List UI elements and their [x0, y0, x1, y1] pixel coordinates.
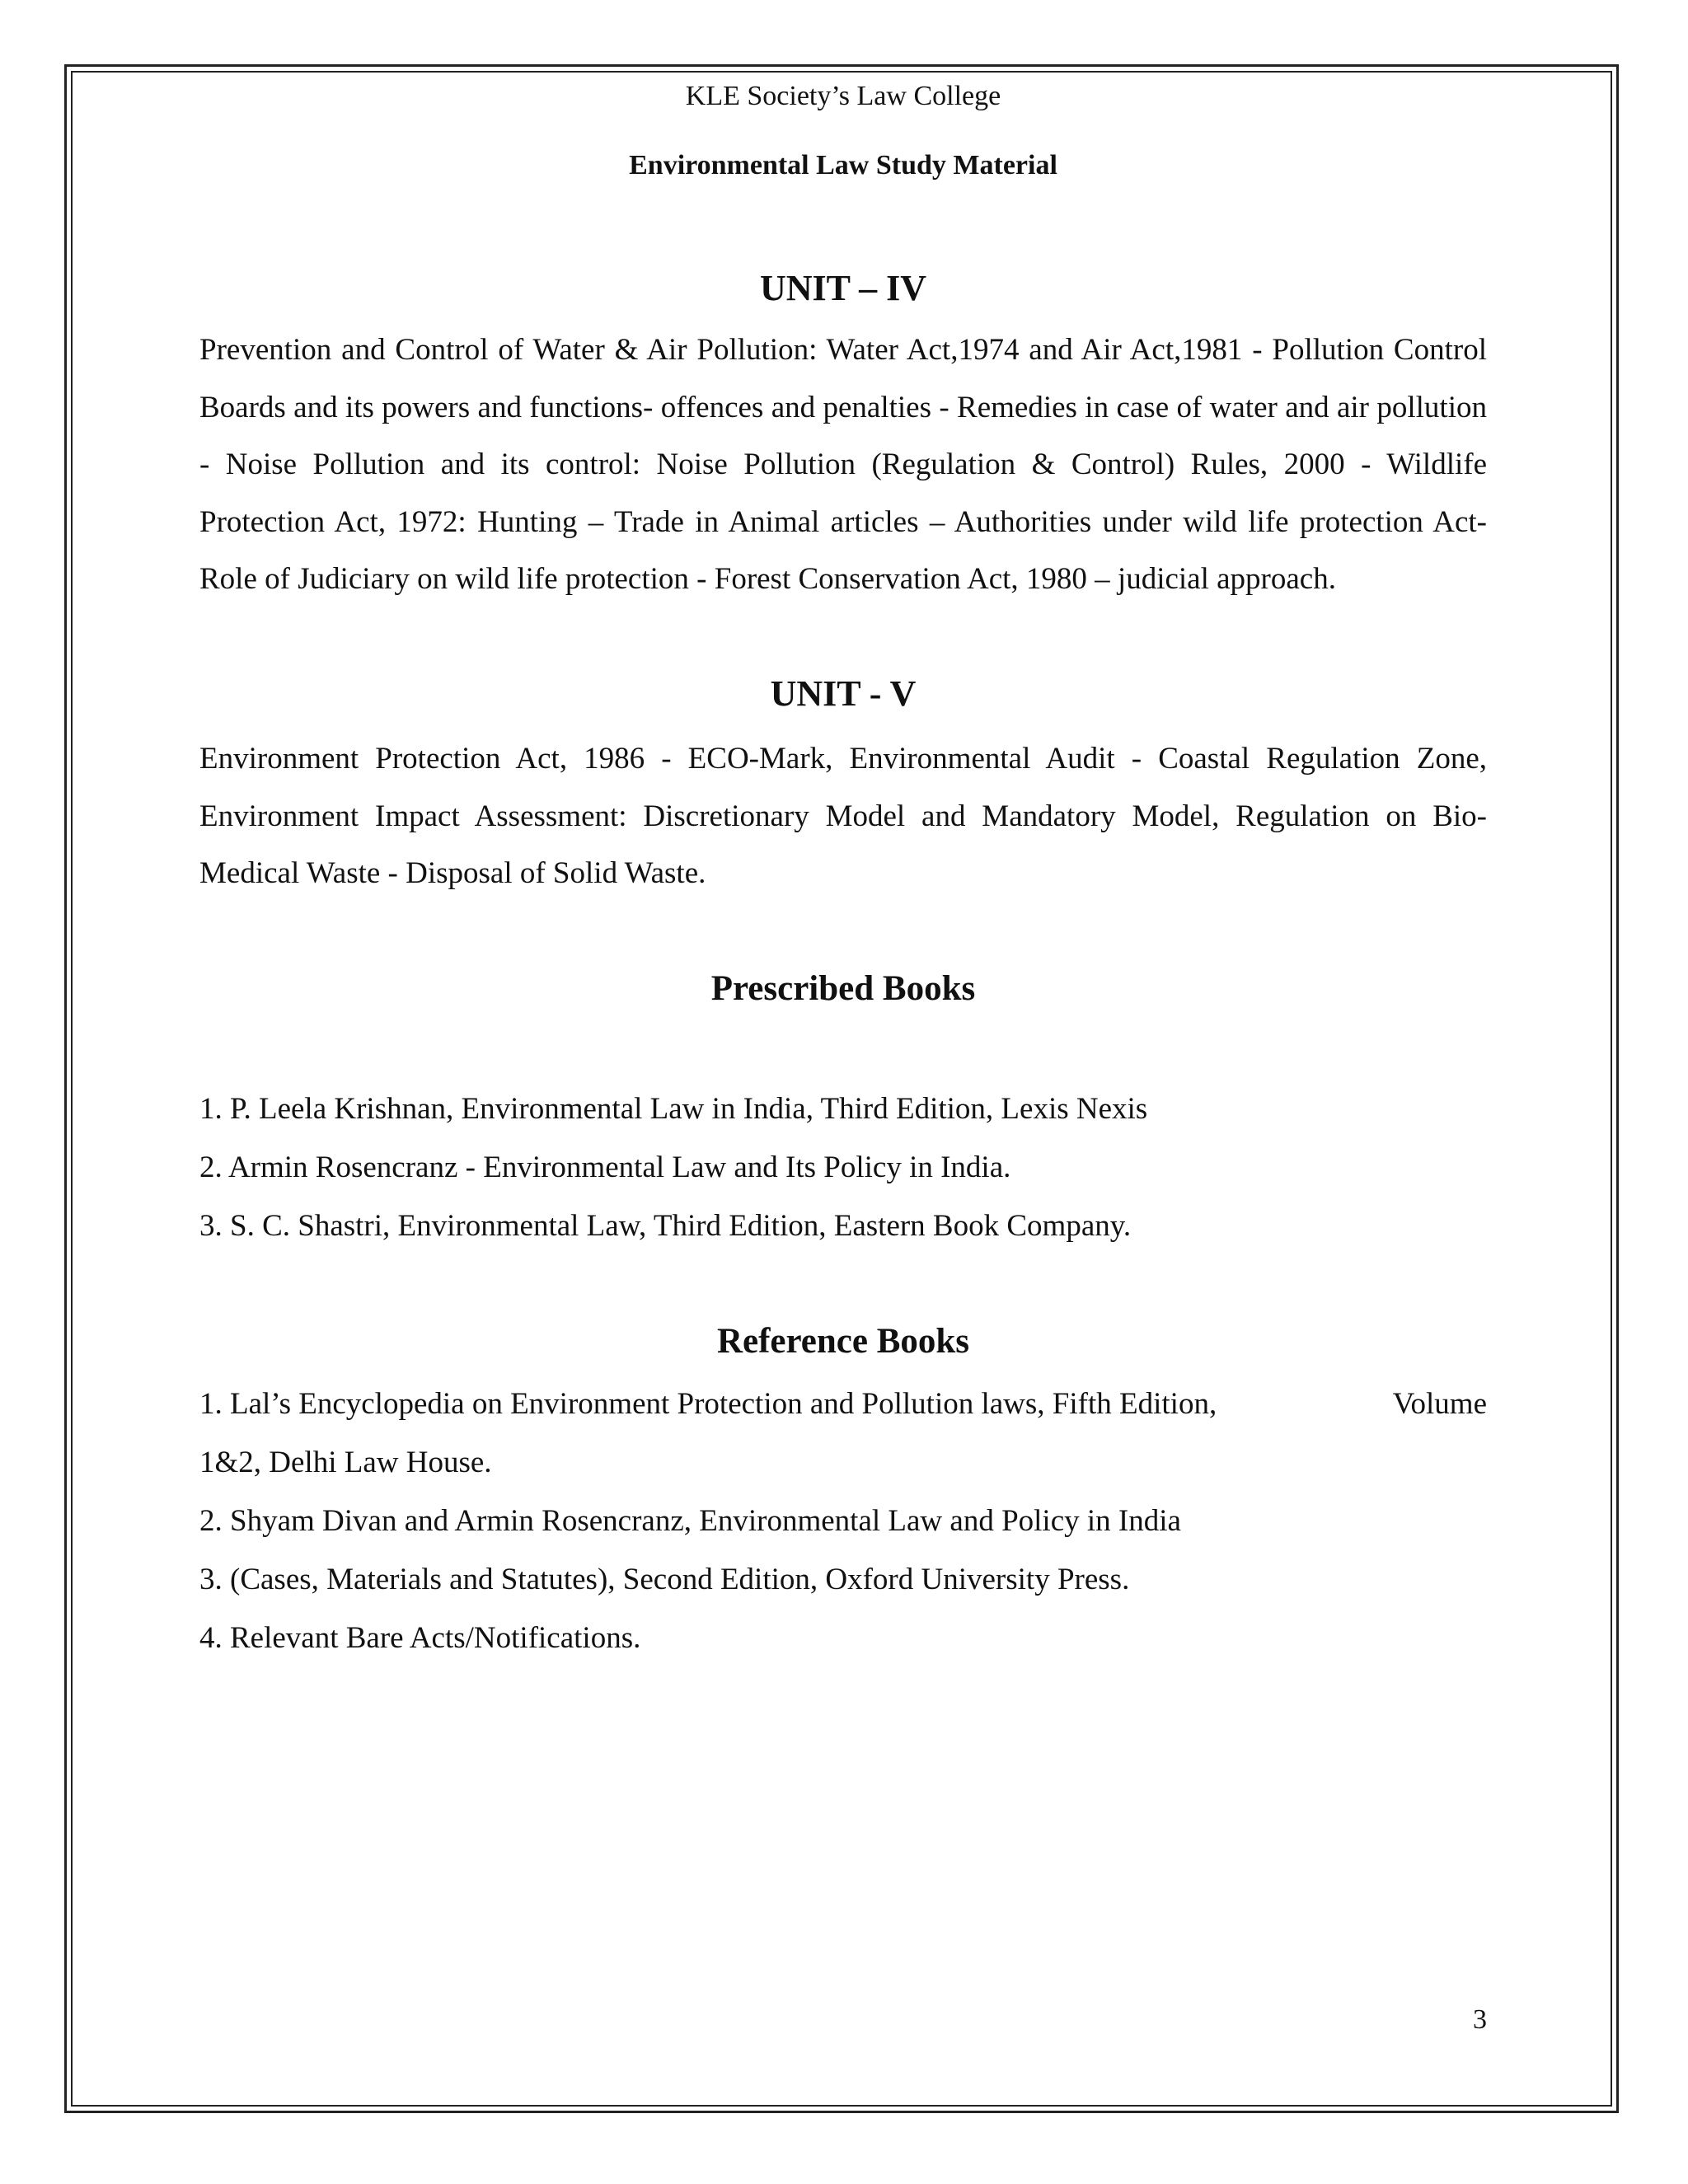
- reference-item-1-text: 1. Lal’s Encyclopedia on Environment Protection and Pollution laws, Fifth Edition,: [199, 1387, 1217, 1421]
- college-name: KLE Society’s Law College: [685, 81, 1001, 111]
- list-item: 3. S. C. Shastri, Environmental Law, Third Edition, Eastern Book Company.: [199, 1209, 1132, 1243]
- list-item: 1. P. Leela Krishnan, Environmental Law in India, Third Edition, Lexis Nexis: [199, 1092, 1148, 1126]
- prescribed-books-heading: Prescribed Books: [710, 969, 976, 1008]
- reference-books-list: [199, 1375, 1487, 1667]
- unit-v-heading: UNIT - V: [770, 673, 917, 714]
- list-item: 1&2, Delhi Law House.: [199, 1446, 492, 1479]
- list-item: 4. Relevant Bare Acts/Notifications.: [199, 1621, 641, 1655]
- prescribed-books-list: [199, 1080, 1487, 1255]
- page-number: 3: [1473, 2004, 1487, 2035]
- unit-v-text: Environment Protection Act, 1986 - ECO-Mark, Environmental Audit - Coastal Regulation Zone, Environment Impact Assessment: Discretionary Model and Mandatory Model, Regulation on Bio-Medical Waste - Disposal of Solid Waste.: [199, 742, 1487, 890]
- unit-iv-text: Prevention and Control of Water & Air Pollution: Water Act,1974 and Air Act,1981 - Pollution Control Boards and its powers and functions- offences and penalties - Remedies in case of water and air pollution - Noise Pollution and its control: Noise Pollution (Regulation & Control) Rules, 2000 - Wildlife Protection Act, 1972: Hunting – Trade in Animal articles – Authorities under wild life protection Act- Role of Judiciary on wild life protection - Forest Conservation Act, 1980 – judicial approach.: [199, 333, 1487, 596]
- reference-item-1-volume: Volume: [1392, 1387, 1487, 1421]
- reference-books-heading: Reference Books: [716, 1322, 970, 1361]
- unit-iv-heading: UNIT – IV: [759, 268, 927, 308]
- list-item: 2. Armin Rosencranz - Environmental Law and Its Policy in India.: [199, 1151, 1011, 1184]
- list-item: 3. (Cases, Materials and Statutes), Second Edition, Oxford University Press.: [199, 1563, 1130, 1596]
- document-subject: Environmental Law Study Material: [629, 150, 1057, 180]
- list-item: [199, 1375, 1487, 1433]
- list-item: 2. Shyam Divan and Armin Rosencranz, Environmental Law and Policy in India: [199, 1504, 1181, 1538]
